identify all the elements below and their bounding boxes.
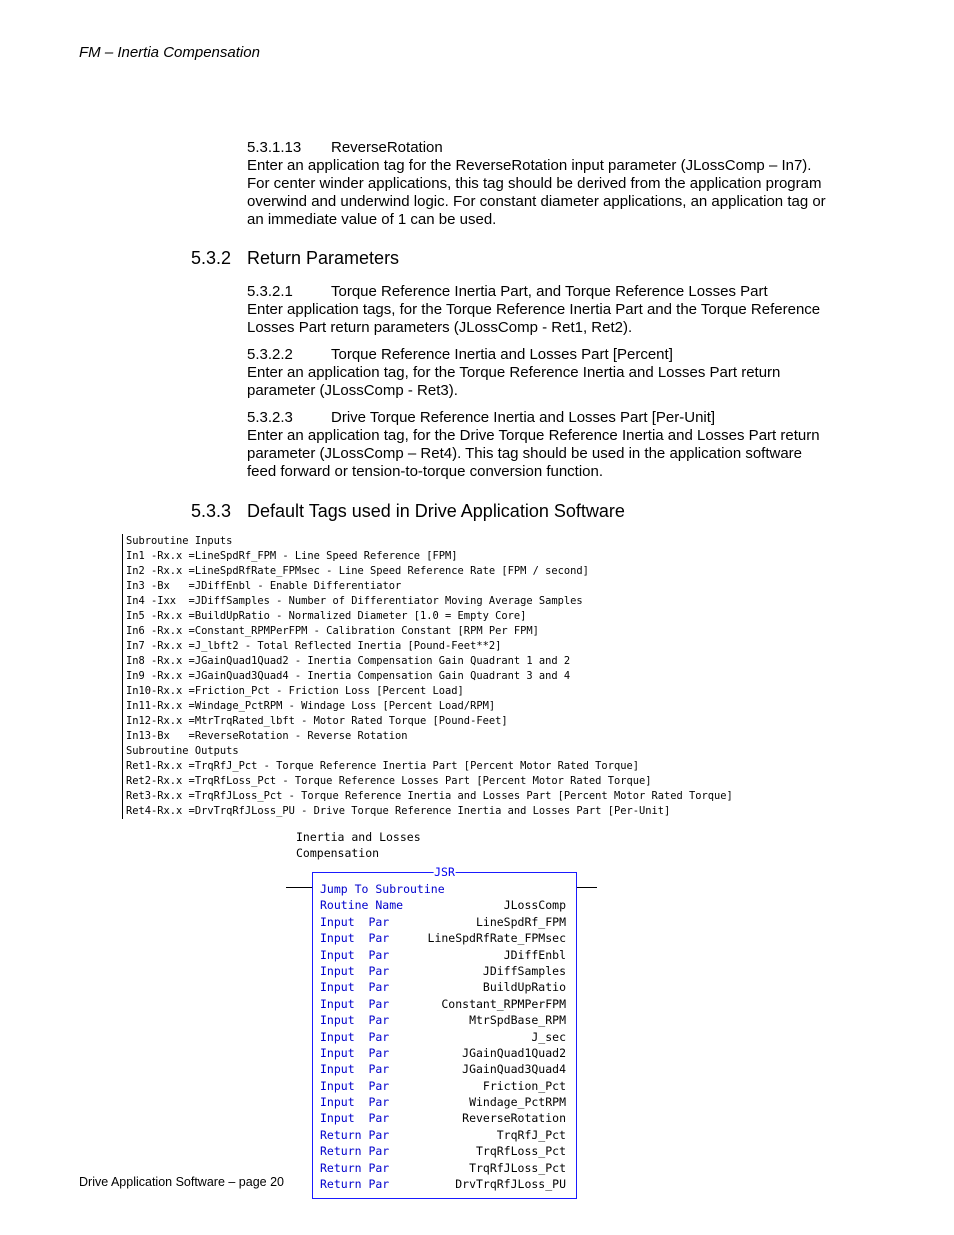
- section-5-3-2-3: [247, 409, 827, 481]
- jsr-row: [320, 881, 566, 897]
- jsr-row: [320, 914, 566, 930]
- code-line: Ret3-Rx.x =TrqRfJLoss_Pct - Torque Reference Inertia and Losses Part [Percent Motor Rated Torque]: [126, 790, 733, 802]
- paragraph: Enter an application tag for the ReverseRotation input parameter (JLossComp – In7). For center winder applications, this tag should be derived from the application program overwind and underwind logic. For constant diameter applications, an application tag or an immediate value of 1 can be used.: [247, 157, 826, 228]
- paragraph: Enter application tags, for the Torque Reference Inertia Part and the Torque Reference Losses Part return parameters (JLossComp - Ret1, Ret2).: [247, 301, 821, 336]
- jsr-param-value: JDiffEnbl: [503, 947, 566, 962]
- section-title: Return Parameters: [247, 248, 400, 268]
- jsr-param-value: TrqRfLoss_Pct: [475, 1144, 566, 1159]
- jsr-param-value: LineSpdRfRate_FPMsec: [427, 931, 566, 946]
- jsr-param-value: JGainQuad3Quad4: [462, 1062, 566, 1077]
- jsr-row: [320, 1061, 566, 1077]
- jsr-row: [320, 1160, 566, 1176]
- code-line: In7 -Rx.x =J_lbft2 - Total Reflected Inertia [Pound-Feet**2]: [126, 640, 502, 652]
- jsr-param-label: Input Par: [320, 963, 390, 978]
- default-tags-code-listing: [122, 534, 733, 819]
- jsr-caption: [296, 829, 421, 861]
- jsr-row: [320, 996, 566, 1012]
- jsr-row: [320, 897, 566, 913]
- jsr-param-value: DrvTrqRfJLoss_PU: [455, 1177, 566, 1192]
- code-line: Ret1-Rx.x =TrqRfJ_Pct - Torque Reference Inertia Part [Percent Motor Rated Torque]: [126, 760, 639, 772]
- section-number: 5.3.2.1: [247, 283, 293, 300]
- jsr-row: [320, 930, 566, 946]
- code-line: In5 -Rx.x =BuildUpRatio - Normalized Diameter [1.0 = Empty Core]: [126, 610, 527, 622]
- jsr-row: [320, 1176, 566, 1192]
- jsr-param-label: Input Par: [320, 1078, 390, 1093]
- paragraph: Enter an application tag, for the Drive Torque Reference Inertia and Losses Part return parameter (JLossComp – Ret4). This tag should be used in the application software feed forward or tension-to-torque conversion function.: [247, 427, 820, 480]
- jsr-param-label: Input Par: [320, 1111, 390, 1126]
- running-header: FM – Inertia Compensation: [79, 44, 260, 61]
- jsr-param-label: Input Par: [320, 1095, 390, 1110]
- jsr-row: [320, 1127, 566, 1143]
- jsr-param-value: TrqRfJ_Pct: [496, 1127, 566, 1142]
- section-title: Torque Reference Inertia Part, and Torque Reference Losses Part: [331, 283, 768, 300]
- jsr-param-label: Input Par: [320, 931, 390, 946]
- section-number: 5.3.1.13: [247, 139, 302, 156]
- section-5-3-2-heading: [191, 248, 399, 269]
- jsr-param-value: Windage_PctRPM: [469, 1095, 566, 1110]
- section-number: 5.3.2: [191, 248, 232, 268]
- jsr-param-label: Input Par: [320, 1013, 390, 1028]
- jsr-param-label: Return Par: [320, 1127, 390, 1142]
- code-line: In10-Rx.x =Friction_Pct - Friction Loss [Percent Load]: [126, 685, 464, 697]
- rung-wire-left: [286, 887, 312, 888]
- code-line: In11-Rx.x =Windage_PctRPM - Windage Loss [Percent Load/RPM]: [126, 700, 496, 712]
- section-5-3-1-13: [247, 139, 827, 229]
- code-line: Ret2-Rx.x =TrqRfLoss_Pct - Torque Reference Losses Part [Percent Motor Rated Torque]: [126, 775, 652, 787]
- code-line: In2 -Rx.x =LineSpdRfRate_FPMsec - Line Speed Reference Rate [FPM / second]: [126, 565, 589, 577]
- jsr-parameter-list: [320, 881, 566, 1192]
- jsr-row: [320, 1094, 566, 1110]
- code-line: In12-Rx.x =MtrTrqRated_lbft - Motor Rated Torque [Pound-Feet]: [126, 715, 508, 727]
- section-number: 5.3.2.3: [247, 409, 293, 426]
- section-5-3-2-1: [247, 283, 827, 337]
- jsr-param-value: LineSpdRf_FPM: [475, 914, 566, 929]
- jsr-row: [320, 1012, 566, 1028]
- section-title: Default Tags used in Drive Application Software: [247, 501, 625, 521]
- jsr-param-value: JDiffSamples: [482, 963, 566, 978]
- jsr-param-label: Input Par: [320, 1029, 390, 1044]
- section-number: 5.3.3: [191, 501, 232, 521]
- code-line: In8 -Rx.x =JGainQuad1Quad2 - Inertia Compensation Gain Quadrant 1 and 2: [126, 655, 571, 667]
- code-line: Subroutine Inputs: [126, 535, 233, 547]
- jsr-param-label: Input Par: [320, 914, 390, 929]
- jsr-param-value: BuildUpRatio: [482, 980, 566, 995]
- code-line: In6 -Rx.x =Constant_RPMPerFPM - Calibration Constant [RPM Per FPM]: [126, 625, 539, 637]
- jsr-param-value: JLossComp: [503, 898, 566, 913]
- jsr-param-label: Return Par: [320, 1160, 390, 1175]
- code-line: In4 -Ixx =JDiffSamples - Number of Differentiator Moving Average Samples: [126, 595, 583, 607]
- rung-wire-right: [577, 887, 597, 888]
- page-footer: Drive Application Software – page 20: [79, 1175, 284, 1189]
- jsr-row: [320, 947, 566, 963]
- section-5-3-3-heading: [191, 501, 625, 522]
- jsr-row: [320, 1078, 566, 1094]
- jsr-row: [320, 1110, 566, 1126]
- section-number: 5.3.2.2: [247, 346, 293, 363]
- jsr-caption-line: Compensation: [296, 846, 380, 860]
- jsr-param-value: Constant_RPMPerFPM: [441, 996, 566, 1011]
- jsr-param-label: Input Par: [320, 1062, 390, 1077]
- jsr-param-label: Input Par: [320, 996, 390, 1011]
- subsection-heading: [247, 139, 827, 157]
- jsr-param-value: ReverseRotation: [462, 1111, 566, 1126]
- jsr-param-value: J_sec: [531, 1029, 566, 1044]
- jsr-param-label: Return Par: [320, 1144, 390, 1159]
- jsr-param-value: MtrSpdBase_RPM: [469, 1013, 566, 1028]
- section-5-3-2-2: [247, 346, 827, 400]
- section-title: Torque Reference Inertia and Losses Part [Percent]: [331, 346, 673, 363]
- jsr-row: [320, 963, 566, 979]
- jsr-caption-line: Inertia and Losses: [296, 830, 421, 844]
- jsr-instruction-block: [312, 865, 577, 1199]
- jsr-param-label: Input Par: [320, 947, 390, 962]
- code-line: Subroutine Outputs: [126, 745, 239, 757]
- code-line: In13-Bx =ReverseRotation - Reverse Rotation: [126, 730, 408, 742]
- subsection-heading: [247, 283, 827, 301]
- code-line: In1 -Rx.x =LineSpdRf_FPM - Line Speed Reference [FPM]: [126, 550, 458, 562]
- jsr-param-label: Input Par: [320, 980, 390, 995]
- jsr-param-value: Friction_Pct: [482, 1078, 566, 1093]
- section-title: ReverseRotation: [331, 139, 443, 156]
- section-title: Drive Torque Reference Inertia and Losses Part [Per-Unit]: [331, 409, 716, 426]
- jsr-row: [320, 979, 566, 995]
- jsr-param-label: Routine Name: [320, 898, 404, 913]
- jsr-param-label: Return Par: [320, 1177, 390, 1192]
- jsr-row: [320, 1143, 566, 1159]
- jsr-param-label: Input Par: [320, 1045, 390, 1060]
- paragraph: Enter an application tag, for the Torque Reference Inertia and Losses Part return parameter (JLossComp - Ret3).: [247, 364, 781, 399]
- jsr-param-value: JGainQuad1Quad2: [462, 1045, 566, 1060]
- jsr-param-label: Jump To Subroutine: [320, 882, 445, 896]
- jsr-row: [320, 1029, 566, 1045]
- jsr-param-value: TrqRfJLoss_Pct: [469, 1160, 566, 1175]
- subsection-heading: [247, 346, 827, 364]
- code-line: In3 -Bx =JDiffEnbl - Enable Differentiator: [126, 580, 402, 592]
- code-line: In9 -Rx.x =JGainQuad3Quad4 - Inertia Compensation Gain Quadrant 3 and 4: [126, 670, 571, 682]
- jsr-row: [320, 1045, 566, 1061]
- code-line: Ret4-Rx.x =DrvTrqRfJLoss_PU - Drive Torque Reference Inertia and Losses Part [Per-Unit]: [126, 805, 671, 817]
- jsr-label: JSR: [434, 865, 455, 879]
- subsection-heading: [247, 409, 827, 427]
